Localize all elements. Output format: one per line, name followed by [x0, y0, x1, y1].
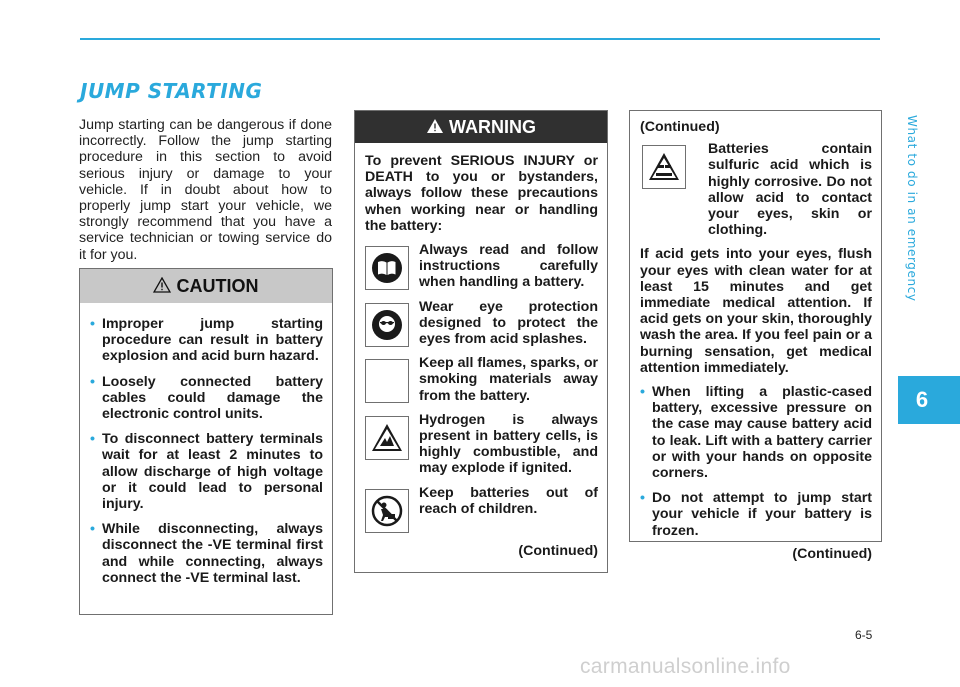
acid-first-aid-paragraph: If acid gets into your eyes, flush your eyes with clean water for at least 15 minutes and get immediate medical attention. If acid gets on your skin, thoroughly wash the area. If you feel pain or a burning sensation, get medical attention immediately.: [640, 246, 872, 376]
caution-item: • Loosely connected battery cables could damage the electronic control units.: [90, 373, 323, 423]
continued-item: • When lifting a plastic-cased battery, excessive pressure on the case may cause battery acid to leak. Lift with a battery carrier or with your hands on opposite corners.: [640, 384, 872, 482]
warning-item: Keep all flames, sparks, or smoking materials away from the battery.: [365, 355, 598, 404]
book-icon: [365, 246, 409, 290]
page-number: 6-5: [855, 628, 873, 642]
intro-paragraph: Jump starting can be dangerous if done incorrectly. Follow the jump starting procedure in this section to avoid serious injury or damage to your vehicle. If in doubt about how to properly jump start your vehicle, we strongly recommend that you have a service technician or towing service do it for you.: [79, 117, 332, 263]
caution-triangle-icon: [153, 276, 176, 296]
no-flame-icon: [365, 359, 409, 403]
warning-body: [355, 143, 607, 559]
continued-heading: (Continued): [640, 119, 720, 135]
warning-box: [354, 110, 608, 573]
continued-body: [630, 111, 881, 562]
caution-box: [79, 268, 333, 615]
caution-heading: CAUTION: [176, 276, 259, 296]
caution-item: • To disconnect battery terminals wait for at least 2 minutes to allow discharge of high voltage or it could lead to personal injury.: [90, 431, 323, 513]
warning-intro: To prevent SERIOUS INJURY or DEATH to you or bystanders, always follow these precautions when working near or handling the battery:: [365, 153, 598, 234]
warning-continued: (Continued): [518, 542, 598, 559]
goggles-icon: [365, 303, 409, 347]
continued-item: • Do not attempt to jump start your vehicle if your battery is frozen.: [640, 490, 872, 539]
warning-item: Wear eye protection designed to protect the eyes from acid splashes.: [365, 299, 598, 348]
warning-item: Hydrogen is always present in battery cells, is highly combustible, and may explode if ignited.: [365, 412, 598, 477]
top-rule: [80, 38, 880, 40]
chapter-number-tab: 6: [898, 376, 960, 424]
warning-item: Keep batteries out of reach of children.: [365, 485, 598, 533]
corrosive-icon: [642, 145, 686, 189]
caution-item: • Improper jump starting procedure can result in battery explosion and acid burn hazard.: [90, 316, 323, 365]
acid-warning-item: Batteries contain sulfuric acid which is highly corrosive. Do not allow acid to contact your eyes, skin or clothing.: [640, 141, 872, 238]
caution-header: [80, 269, 332, 303]
caution-item: • While disconnecting, always disconnect the -VE terminal first and while connecting, always connect the -VE terminal last.: [90, 521, 323, 586]
warning-triangle-icon: [426, 117, 449, 137]
chapter-label: What to do in an emergency: [905, 115, 919, 302]
caution-body: [80, 303, 332, 586]
warning-header: [355, 111, 607, 143]
continued-box: [629, 110, 882, 562]
explosion-icon: [365, 416, 409, 460]
continued-box-continued: (Continued): [792, 545, 872, 562]
keep-children-away-icon: [365, 489, 409, 533]
section-title: JUMP STARTING: [80, 79, 263, 103]
watermark: carmanualsonline.info: [580, 655, 791, 678]
warning-heading: WARNING: [449, 117, 536, 137]
warning-item: Always read and follow instructions carefully when handling a battery.: [365, 242, 598, 291]
